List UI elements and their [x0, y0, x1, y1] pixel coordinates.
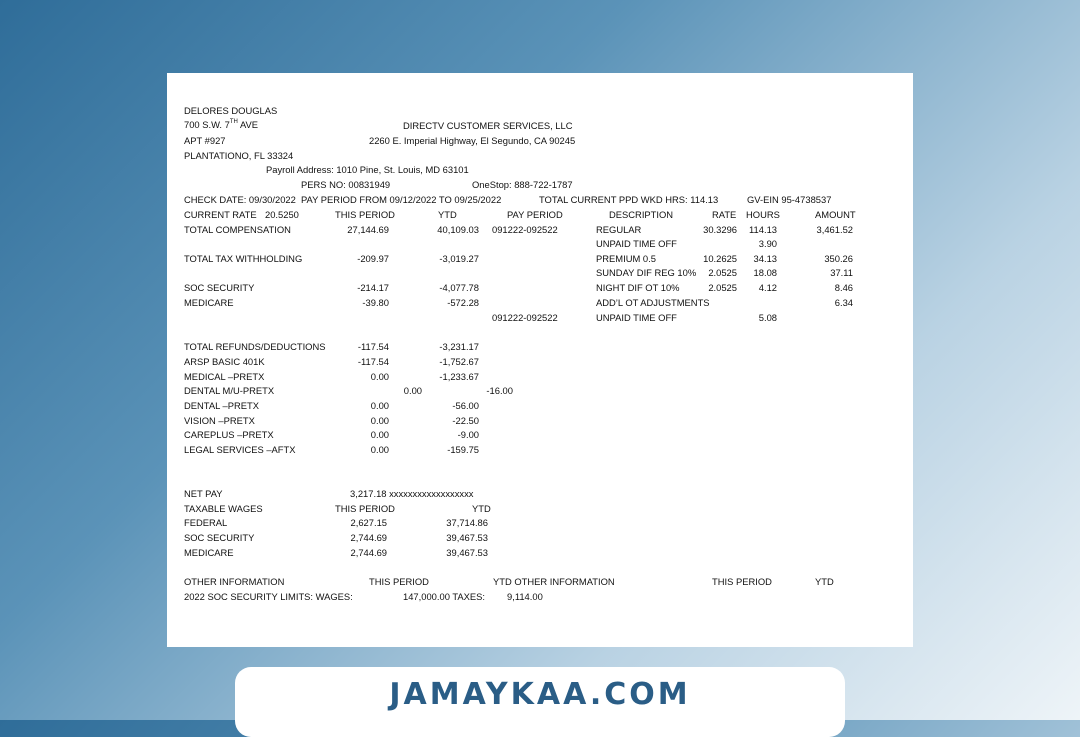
- soc-limits-taxes: 9,114.00: [507, 591, 543, 602]
- total-tax-this: -209.97: [357, 253, 389, 264]
- site-name: JAMAYKAA.COM: [389, 677, 691, 712]
- description-header: DESCRIPTION: [609, 209, 674, 220]
- taxable-row-this: 2,627.15: [350, 517, 387, 528]
- taxable-row-this: 2,744.69: [350, 547, 387, 558]
- deduction-ytd: -9.00: [457, 429, 479, 440]
- taxable-this-period-header: THIS PERIOD: [335, 503, 395, 514]
- deduction-this: -117.54: [357, 341, 389, 352]
- deduction-ytd: -22.50: [452, 415, 479, 426]
- total-compensation-ytd: 40,109.03: [437, 224, 479, 235]
- deduction-this: 0.00: [370, 400, 389, 411]
- deduction-label: DENTAL M/U-PRETX: [184, 385, 275, 396]
- period-code-2: 091222-092522: [492, 312, 558, 323]
- total-tax-ytd: -3,019.27: [439, 253, 479, 264]
- deduction-label: VISION –PRETX: [184, 415, 255, 426]
- taxable-ytd-header: YTD: [472, 503, 491, 514]
- net-pay-label: NET PAY: [184, 488, 223, 499]
- earning-desc: PREMIUM 0.5: [596, 253, 656, 264]
- earning-desc: UNPAID TIME OFF: [596, 238, 677, 249]
- other-ytd-header-2: YTD: [815, 576, 834, 587]
- employer-address: 2260 E. Imperial Highway, El Segundo, CA 90245: [369, 135, 576, 146]
- deduction-label: ARSP BASIC 401K: [184, 356, 265, 367]
- earning-amount: 8.46: [834, 282, 853, 293]
- payroll-address: Payroll Address: 1010 Pine, St. Louis, MD 63101: [266, 164, 469, 175]
- taxable-row-label: SOC SECURITY: [184, 532, 255, 543]
- earning-desc: NIGHT DIF OT 10%: [596, 282, 680, 293]
- earning-desc: SUNDAY DIF REG 10%: [596, 267, 697, 278]
- deduction-this: 0.00: [370, 429, 389, 440]
- deduction-this: 0.00: [370, 444, 389, 455]
- ytd-other-info-header: YTD OTHER INFORMATION: [493, 576, 615, 587]
- employee-name: DELORES DOUGLAS: [184, 105, 278, 116]
- earning-amount: 3,461.52: [816, 224, 853, 235]
- earning-desc: ADD’L OT ADJUSTMENTS: [596, 297, 710, 308]
- soc-security-this: -214.17: [357, 282, 389, 293]
- employee-address-line3: PLANTATIONO, FL 33324: [184, 150, 294, 161]
- earning-desc: UNPAID TIME OFF: [596, 312, 677, 323]
- earning-hours: 114.13: [749, 224, 777, 235]
- medicare-this: -39.80: [362, 297, 389, 308]
- earning-hours: 5.08: [758, 312, 777, 323]
- net-pay-value: 3,217.18 xxxxxxxxxxxxxxxxxx: [350, 488, 474, 499]
- site-banner: [235, 667, 845, 737]
- amount-header: AMOUNT: [815, 209, 856, 220]
- total-compensation-label: TOTAL COMPENSATION: [184, 224, 291, 235]
- earning-hours: 18.08: [753, 267, 777, 278]
- deduction-this: 0.00: [403, 385, 422, 396]
- earning-desc: REGULAR: [596, 224, 642, 235]
- soc-limits-wages: 147,000.00 TAXES:: [403, 591, 486, 602]
- check-date: CHECK DATE: 09/30/2022: [184, 194, 296, 205]
- soc-limits-label: 2022 SOC SECURITY LIMITS: WAGES:: [184, 591, 353, 602]
- current-rate-label: CURRENT RATE: [184, 209, 257, 220]
- taxable-row-label: MEDICARE: [184, 547, 234, 558]
- deduction-label: CAREPLUS –PRETX: [184, 429, 274, 440]
- deduction-this: 0.00: [370, 415, 389, 426]
- earning-rate: 30.3296: [703, 224, 737, 235]
- deduction-label: DENTAL –PRETX: [184, 400, 260, 411]
- taxable-wages-label: TAXABLE WAGES: [184, 503, 263, 514]
- employer-name: DIRECTV CUSTOMER SERVICES, LLC: [403, 120, 573, 131]
- deduction-this: -117.54: [357, 356, 389, 367]
- earning-amount: 37.11: [830, 267, 853, 278]
- current-rate-value: 20.5250: [265, 209, 299, 220]
- taxable-row-ytd: 39,467.53: [446, 532, 488, 543]
- medicare-ytd: -572.28: [447, 297, 479, 308]
- deduction-label: LEGAL SERVICES –AFTX: [184, 444, 296, 455]
- earning-amount: 6.34: [834, 297, 853, 308]
- total-hours: TOTAL CURRENT PPD WKD HRS: 114.13: [539, 194, 719, 205]
- taxable-row-this: 2,744.69: [350, 532, 387, 543]
- employee-address-line1: 700 S.W. 7TH AVE: [184, 119, 259, 130]
- pay-period-range: PAY PERIOD FROM 09/12/2022 TO 09/25/2022: [301, 194, 502, 205]
- this-period-header: THIS PERIOD: [335, 209, 395, 220]
- hours-header: HOURS: [746, 209, 780, 220]
- paystub-document: [167, 73, 913, 647]
- other-this-period-header-2: THIS PERIOD: [712, 576, 772, 587]
- onestop-phone: OneStop: 888-722-1787: [472, 179, 573, 190]
- deduction-this: 0.00: [370, 371, 389, 382]
- total-tax-label: TOTAL TAX WITHHOLDING: [184, 253, 303, 264]
- employer-ein: GV-EIN 95-4738537: [747, 194, 832, 205]
- earning-rate: 2.0525: [708, 282, 737, 293]
- earning-hours: 3.90: [758, 238, 777, 249]
- medicare-label: MEDICARE: [184, 297, 234, 308]
- earning-rate: 10.2625: [703, 253, 737, 264]
- deduction-ytd: -16.00: [486, 385, 513, 396]
- earning-rate: 2.0525: [708, 267, 737, 278]
- deduction-ytd: -56.00: [452, 400, 479, 411]
- earning-hours: 34.13: [753, 253, 777, 264]
- other-this-period-header: THIS PERIOD: [369, 576, 429, 587]
- pers-no: PERS NO: 00831949: [301, 179, 391, 190]
- deduction-label: MEDICAL –PRETX: [184, 371, 265, 382]
- total-compensation-this: 27,144.69: [347, 224, 389, 235]
- deduction-label: TOTAL REFUNDS/DEDUCTIONS: [184, 341, 326, 352]
- deduction-ytd: -3,231.17: [439, 341, 479, 352]
- deduction-ytd: -159.75: [447, 444, 479, 455]
- taxable-row-ytd: 39,467.53: [446, 547, 488, 558]
- soc-security-label: SOC SECURITY: [184, 282, 255, 293]
- deduction-ytd: -1,752.67: [439, 356, 479, 367]
- other-info-label: OTHER INFORMATION: [184, 576, 285, 587]
- period-code-1: 091222-092522: [492, 224, 558, 235]
- rate-header: RATE: [712, 209, 737, 220]
- deduction-ytd: -1,233.67: [439, 371, 479, 382]
- earning-amount: 350.26: [824, 253, 853, 264]
- taxable-row-ytd: 37,714.86: [446, 517, 488, 528]
- soc-security-ytd: -4,077.78: [439, 282, 479, 293]
- taxable-row-label: FEDERAL: [184, 517, 228, 528]
- employee-address-line2: APT #927: [184, 135, 226, 146]
- pay-period-header: PAY PERIOD: [507, 209, 563, 220]
- earning-hours: 4.12: [758, 282, 777, 293]
- ytd-header: YTD: [438, 209, 457, 220]
